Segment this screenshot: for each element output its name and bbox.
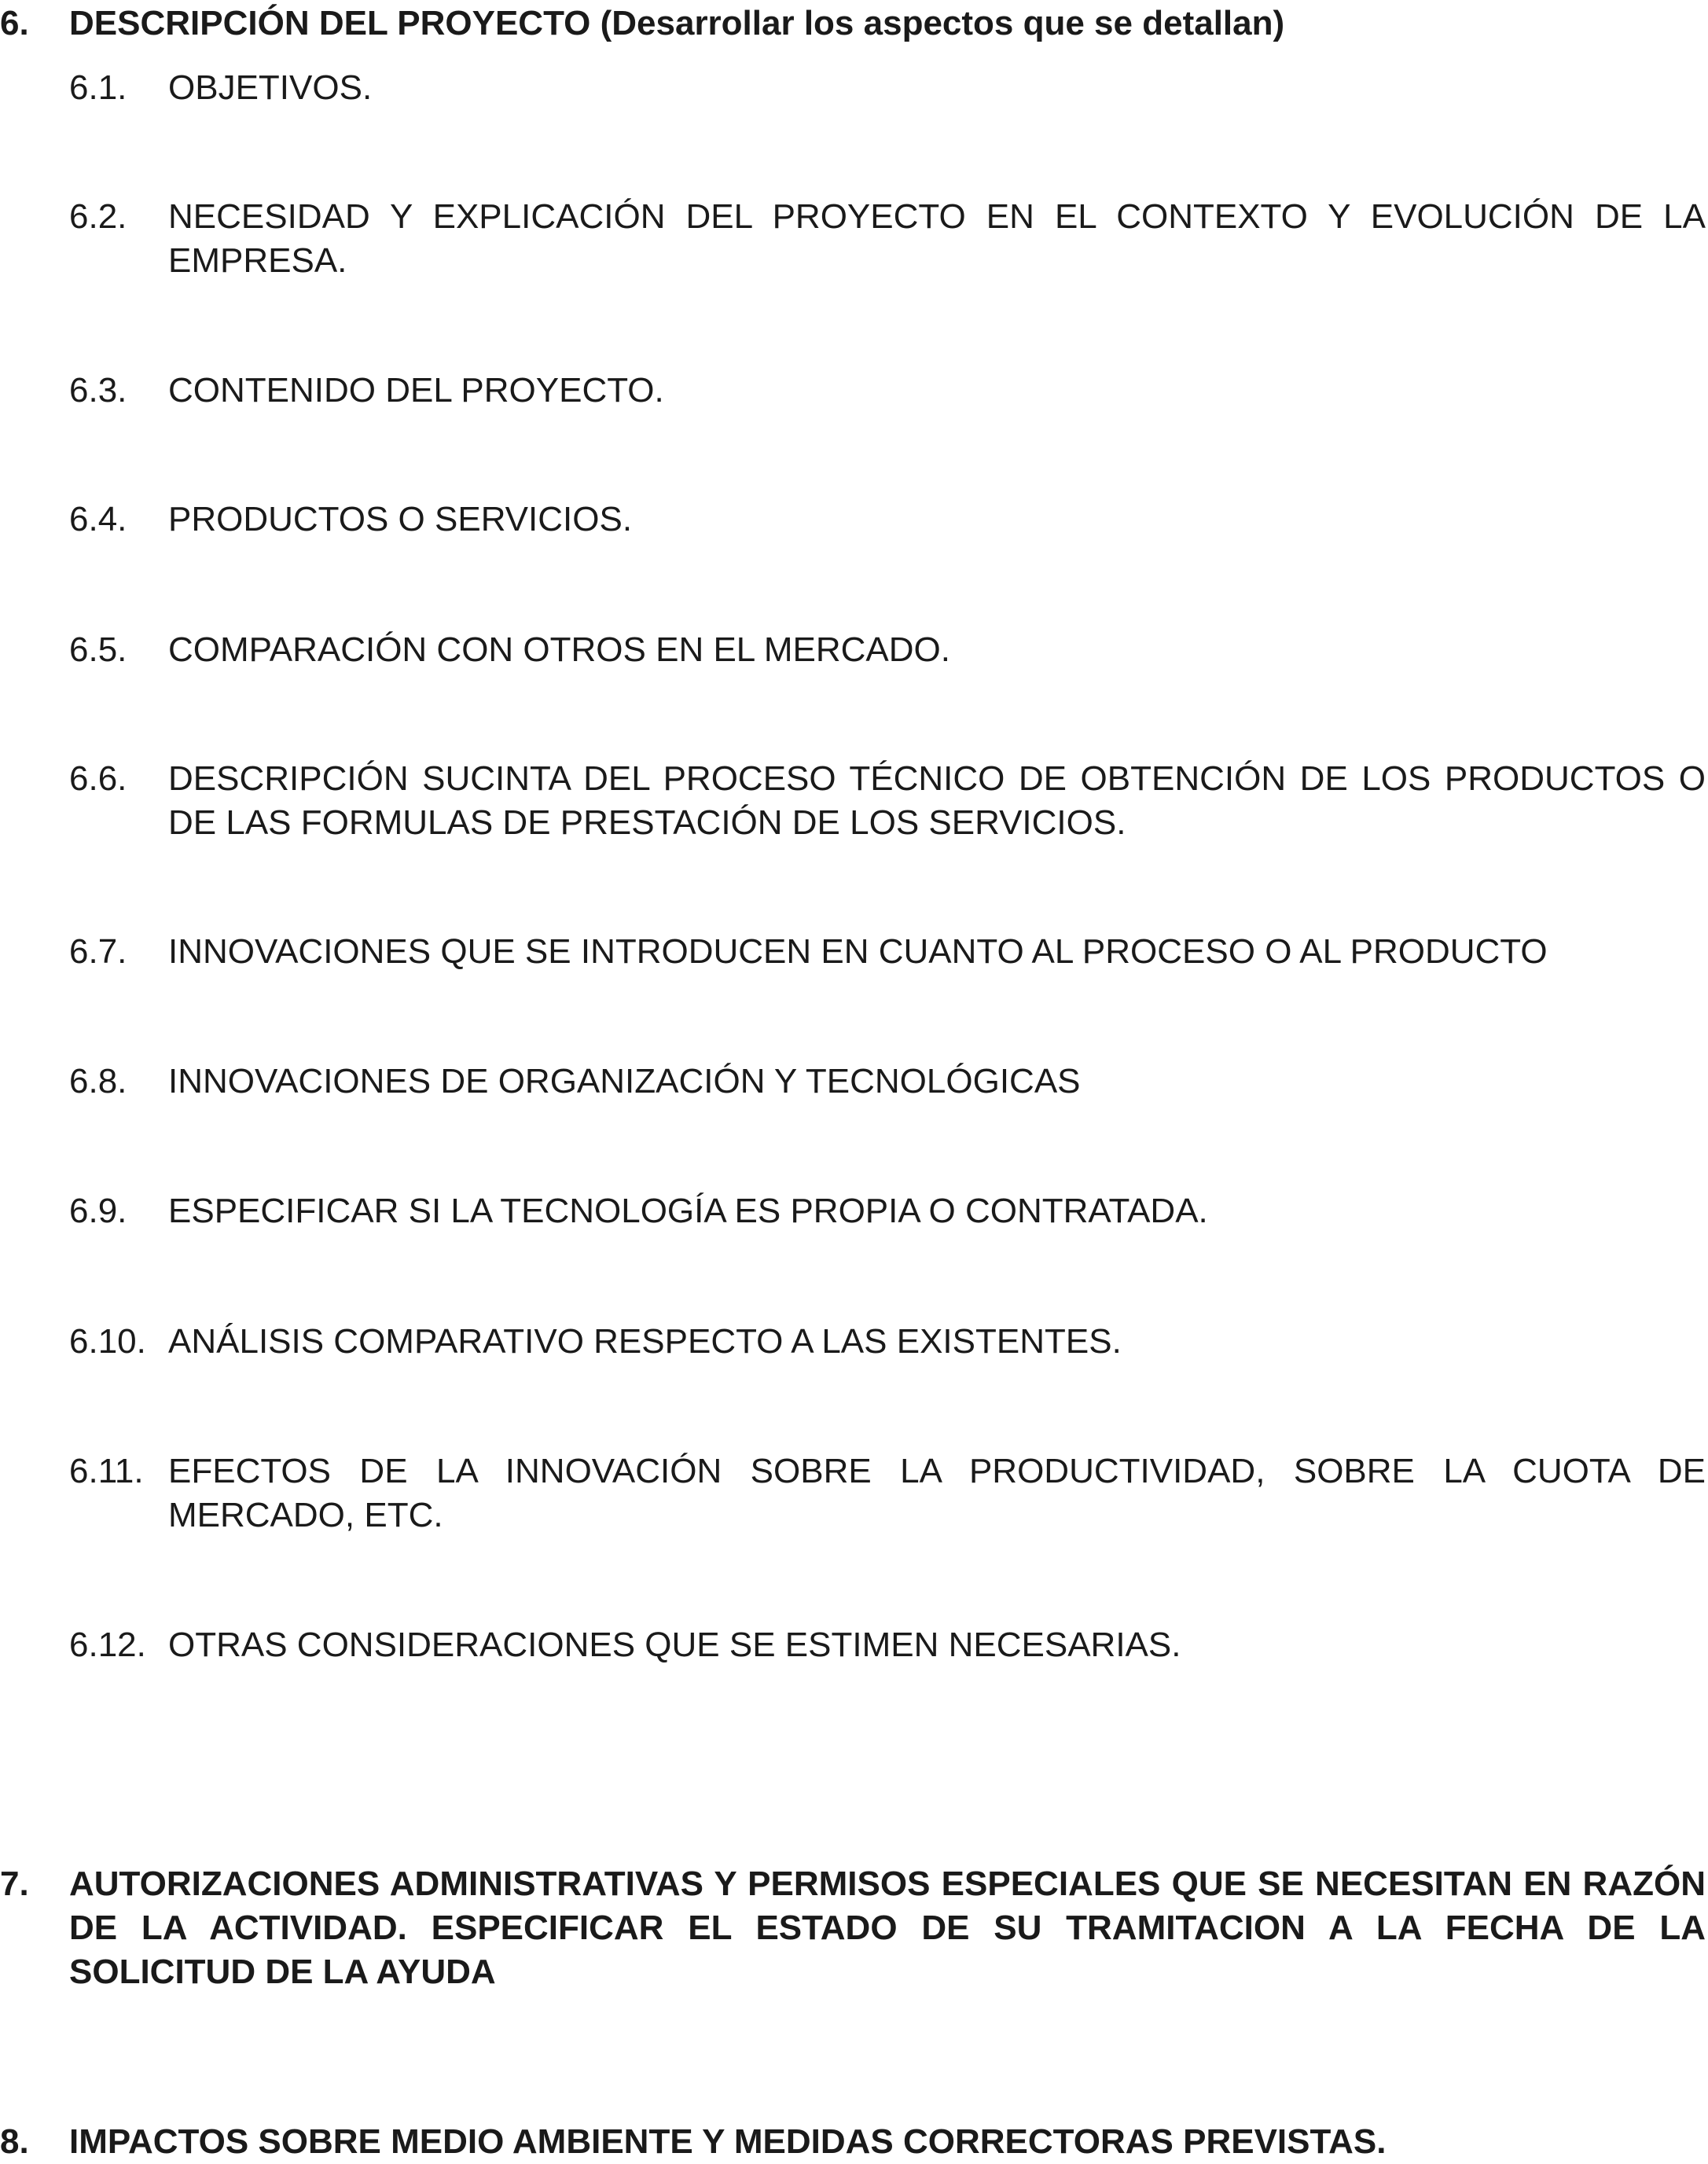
section-title: IMPACTOS SOBRE MEDIO AMBIENTE Y MEDIDAS CORRECTORAS PREVISTAS. <box>69 2122 1387 2161</box>
section-6-heading <box>0 2 1706 46</box>
section-7-heading <box>0 1862 1706 1994</box>
subsection-text: OTRAS CONSIDERACIONES QUE SE ESTIMEN NECESARIAS. <box>168 1626 1181 1664</box>
subsection-6-7 <box>69 930 1706 974</box>
subsection-number: 6.4. <box>69 500 127 538</box>
subsection-text: DESCRIPCIÓN SUCINTA DEL PROCESO TÉCNICO DE OBTENCIÓN DE LOS PRODUCTOS O DE LAS FORMULAS DE PRESTACIÓN DE LOS SERVICIOS. <box>168 759 1706 842</box>
subsection-number: 6.10. <box>69 1322 146 1361</box>
section-title: AUTORIZACIONES ADMINISTRATIVAS Y PERMISOS ESPECIALES QUE SE NECESITAN EN RAZÓN DE LA ACTIVIDAD. ESPECIFICAR EL ESTADO DE SU TRAMITACION A LA FECHA DE LA SOLICITUD DE LA AYUDA <box>69 1865 1706 1991</box>
section-number: 8. <box>0 2122 29 2161</box>
subsection-number: 6.6. <box>69 759 127 798</box>
subsection-text: OBJETIVOS. <box>168 68 373 107</box>
subsection-text: INNOVACIONES QUE SE INTRODUCEN EN CUANTO AL PROCESO O AL PRODUCTO <box>168 932 1548 971</box>
subsection-number: 6.2. <box>69 197 127 236</box>
section-8-heading <box>0 2120 1706 2164</box>
subsection-number: 6.3. <box>69 371 127 410</box>
subsection-text: ESPECIFICAR SI LA TECNOLOGÍA ES PROPIA O CONTRATADA. <box>168 1192 1208 1230</box>
subsection-text: CONTENIDO DEL PROYECTO. <box>168 371 664 410</box>
subsection-6-4 <box>69 498 1706 542</box>
subsection-number: 6.9. <box>69 1192 127 1230</box>
subsection-6-1 <box>69 66 1706 110</box>
section-title: DESCRIPCIÓN DEL PROYECTO (Desarrollar los aspectos que se detallan) <box>69 4 1285 42</box>
subsection-number: 6.12. <box>69 1626 146 1664</box>
section-number: 6. <box>0 4 29 42</box>
subsection-6-5 <box>69 628 1706 672</box>
subsection-text: ANÁLISIS COMPARATIVO RESPECTO A LAS EXISTENTES. <box>168 1322 1122 1361</box>
section-number: 7. <box>0 1865 29 1903</box>
subsection-number: 6.1. <box>69 68 127 107</box>
subsection-number: 6.8. <box>69 1062 127 1100</box>
subsection-6-9 <box>69 1189 1706 1233</box>
subsection-text: PRODUCTOS O SERVICIOS. <box>168 500 633 538</box>
subsection-6-11 <box>69 1449 1706 1538</box>
subsection-text: EFECTOS DE LA INNOVACIÓN SOBRE LA PRODUCTIVIDAD, SOBRE LA CUOTA DE MERCADO, ETC. <box>168 1452 1706 1534</box>
subsection-text: NECESIDAD Y EXPLICACIÓN DEL PROYECTO EN EL CONTEXTO Y EVOLUCIÓN DE LA EMPRESA. <box>168 197 1706 280</box>
subsection-number: 6.5. <box>69 630 127 669</box>
subsection-text: COMPARACIÓN CON OTROS EN EL MERCADO. <box>168 630 950 669</box>
subsection-6-2 <box>69 195 1706 283</box>
subsection-6-8 <box>69 1060 1706 1104</box>
subsection-6-3 <box>69 369 1706 413</box>
subsection-text: INNOVACIONES DE ORGANIZACIÓN Y TECNOLÓGICAS <box>168 1062 1081 1100</box>
subsection-6-10 <box>69 1320 1706 1364</box>
subsection-6-6 <box>69 757 1706 845</box>
subsection-number: 6.11. <box>69 1452 144 1490</box>
subsection-number: 6.7. <box>69 932 127 971</box>
subsection-6-12 <box>69 1623 1706 1667</box>
